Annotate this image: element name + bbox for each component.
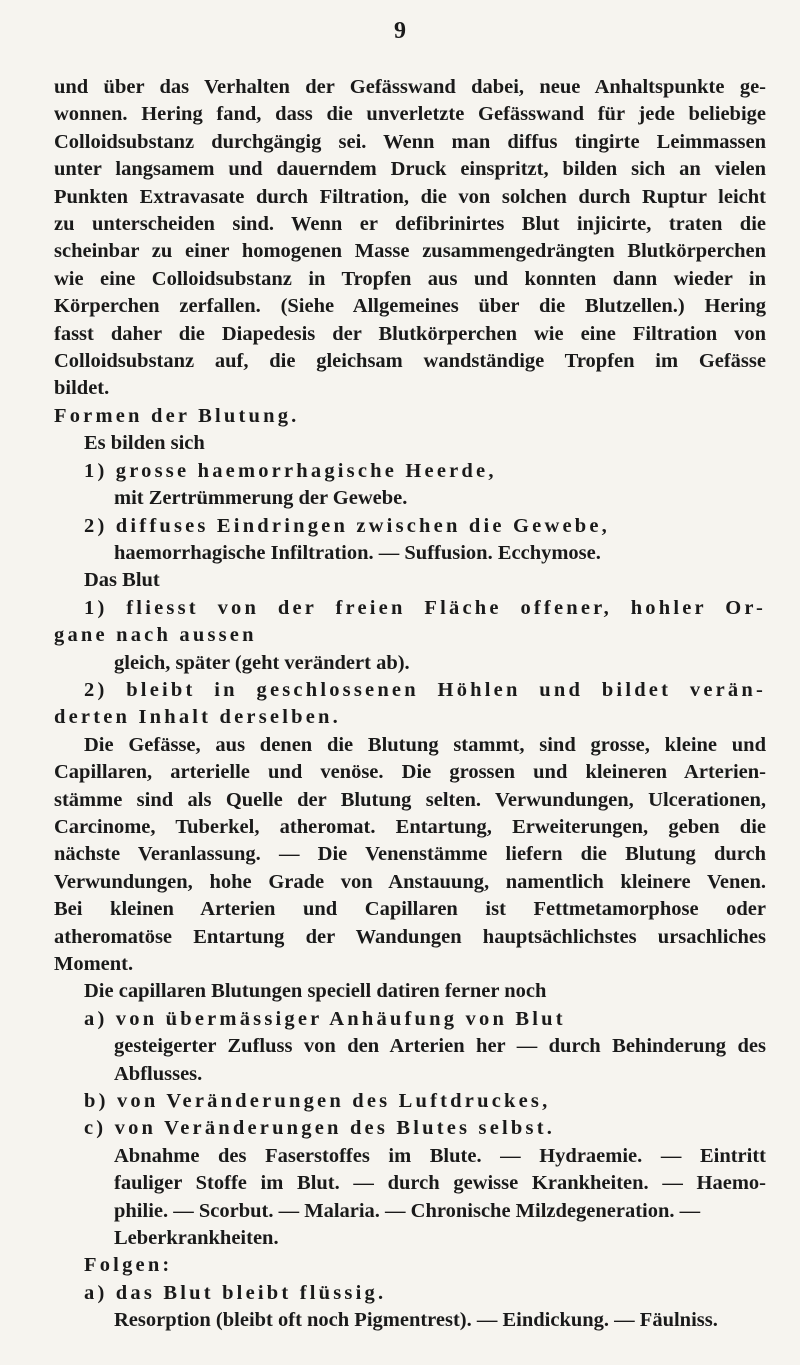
- text-line: Carcinome, Tuberkel, atheromat. Entartung, Erweiterungen, geben die: [54, 815, 766, 838]
- text-line: bildet.: [54, 377, 110, 400]
- text-line: Es bilden sich: [84, 432, 205, 455]
- text-line: Punkten Extravasate durch Filtration, die von solchen durch Ruptur leicht: [54, 185, 766, 208]
- text-line: Die Gefässe, aus denen die Blutung stammt, sind grosse, kleine und: [84, 733, 766, 756]
- list-item: a) von übermässiger Anhäufung von Blut: [84, 1007, 566, 1030]
- text-line: Körperchen zerfallen. (Siehe Allgemeines über die Blutzellen.) Hering: [54, 295, 766, 318]
- text-line: wonnen. Hering fand, dass die unverletzte Gefässwand für jede beliebige: [54, 103, 766, 126]
- text-line: zu unterscheiden sind. Wenn er defibrinirtes Blut injicirte, traten die: [54, 213, 766, 236]
- page-number: 9: [394, 18, 406, 44]
- text-line: gane nach aussen: [54, 624, 257, 647]
- text-line: Verwundungen, hohe Grade von Anstauung, namentlich kleinere Venen.: [54, 870, 766, 893]
- section-heading: Formen der Blutung.: [54, 404, 300, 427]
- text-line: Moment.: [54, 953, 134, 975]
- text-line: atheromatöse Entartung der Wandungen hauptsächlichstes ursachliches: [54, 925, 766, 948]
- text-line: derten Inhalt derselben.: [54, 706, 341, 729]
- text-line: Bei kleinen Arterien und Capillaren ist Fettmetamorphose oder: [54, 898, 766, 921]
- text-line: Das Blut: [84, 569, 160, 592]
- text-line: unter langsamem und dauerndem Druck einspritzt, bilden sich an vielen: [54, 158, 766, 181]
- text-line: mit Zertrümmerung der Gewebe.: [114, 487, 408, 510]
- list-item: c) von Veränderungen des Blutes selbst.: [84, 1117, 556, 1140]
- text-line: Resorption (bleibt oft noch Pigmentrest). — Eindickung. — Fäulniss.: [114, 1309, 718, 1332]
- list-item: b) von Veränderungen des Luftdruckes,: [84, 1090, 551, 1113]
- list-item: 1) fliesst von der freien Fläche offener, hohler Or-: [84, 596, 766, 619]
- list-item: 1) grosse haemorrhagische Heerde,: [84, 459, 497, 482]
- text-line: Leberkrankheiten.: [114, 1227, 279, 1250]
- text-line: gleich, später (geht verändert ab).: [114, 651, 410, 674]
- text-line: fauliger Stoffe im Blut. — durch gewisse Krankheiten. — Haemo-: [114, 1172, 766, 1195]
- text-line: nächste Veranlassung. — Die Venenstämme liefern die Blutung durch: [54, 843, 766, 866]
- text-line: gesteigerter Zufluss von den Arterien her — durch Behinderung des: [114, 1035, 766, 1058]
- text-line: haemorrhagische Infiltration. — Suffusion. Ecchymose.: [114, 541, 601, 564]
- text-line: fasst daher die Diapedesis der Blutkörperchen wie eine Filtration von: [54, 322, 766, 345]
- text-line: philie. — Scorbut. — Malaria. — Chronische Milzdegeneration. —: [114, 1199, 701, 1222]
- list-item: 2) bleibt in geschlossenen Höhlen und bildet verän-: [84, 678, 766, 701]
- text-line: Abflusses.: [114, 1062, 203, 1085]
- section-heading: Folgen:: [84, 1254, 173, 1277]
- list-item: a) das Blut bleibt flüssig.: [84, 1281, 387, 1304]
- list-item: 2) diffuses Eindringen zwischen die Gewebe,: [84, 514, 610, 537]
- text-line: und über das Verhalten der Gefässwand dabei, neue Anhaltspunkte ge-: [54, 76, 766, 98]
- text-line: Die capillaren Blutungen speciell datiren ferner noch: [84, 980, 547, 1003]
- text-line: wie eine Colloidsubstanz in Tropfen aus und konnten dann wieder in: [54, 267, 766, 290]
- text-line: Colloidsubstanz auf, die gleichsam wandständige Tropfen im Gefässe: [54, 350, 766, 373]
- text-line: Colloidsubstanz durchgängig sei. Wenn man diffus tingirte Leimmassen: [54, 130, 766, 153]
- text-line: scheinbar zu einer homogenen Masse zusammengedrängten Blutkörperchen: [54, 240, 766, 263]
- text-line: stämme sind als Quelle der Blutung selten. Verwundungen, Ulcerationen,: [54, 788, 766, 811]
- body-text: [54, 74, 766, 1335]
- text-line: Capillaren, arterielle und venöse. Die grossen und kleineren Arterien-: [54, 761, 766, 784]
- text-line: Abnahme des Faserstoffes im Blute. — Hydraemie. — Eintritt: [114, 1144, 766, 1167]
